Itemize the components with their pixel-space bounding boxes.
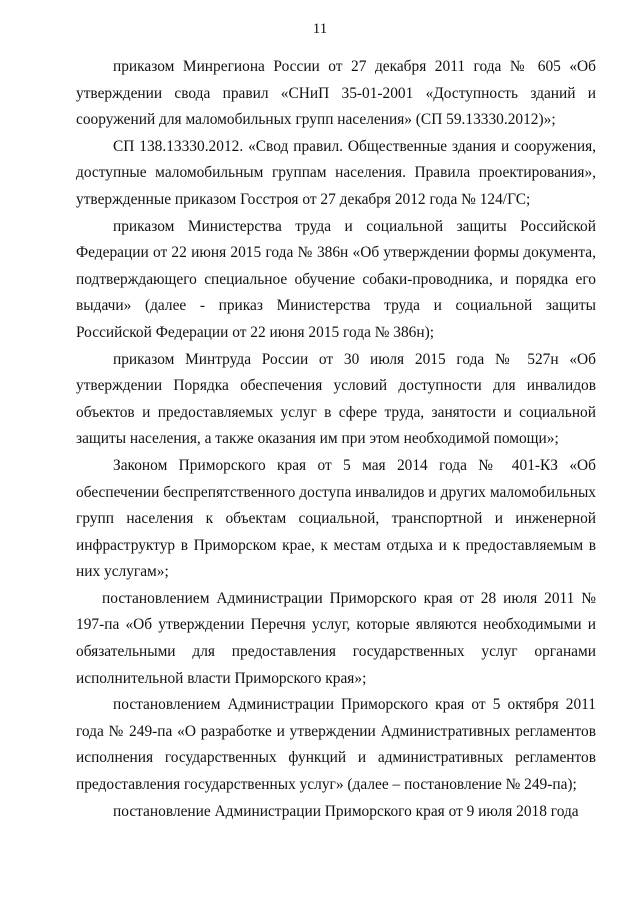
paragraph-resolution-197: постановлением Администрации Приморского края от 28 июля 2011 № 197-па «Об утверждении Перечня услуг, которые являются необходимыми и обязательными для предоставления государственных услуг органами исполнительной власти Приморского края»; <box>76 589 596 687</box>
document-body <box>76 54 596 825</box>
paragraph-sp-138: СП 138.13330.2012. «Свод правил. Общественные здания и сооружения, доступные маломобильным группам населения. Правила проектирования», утвержденные приказом Госстроя от 27 декабря 2012 года № 124/ГС; <box>76 137 596 208</box>
paragraph-resolution-2018: постановление Администрации Приморского края от 9 июля 2018 года <box>113 802 579 820</box>
paragraph-minregion-order: приказом Минрегиона России от 27 декабря 2011 года № 605 «Об утверждении свода правил «СНиП 35-01-2001 «Доступность зданий и сооружений для маломобильных групп населения» (СП 59.13330.2012)»; <box>76 58 596 129</box>
paragraph-primorsky-law-401: Законом Приморского края от 5 мая 2014 года № 401-КЗ «Об обеспечении беспрепятственного доступа инвалидов и других маломобильных групп населения к объектам социальной, транспортной и инженерной инфраструктур в Приморском крае, к местам отдыха и к предоставляемым в них услугам»; <box>76 456 596 581</box>
paragraph-mintrud-order-527n: приказом Минтруда России от 30 июля 2015 года № 527н «Об утверждении Порядка обеспечения условий доступности для инвалидов объектов и предоставляемых услуг в сфере труда, занятости и социальной защиты населения, а также оказания им при этом необходимой помощи»; <box>76 350 596 448</box>
paragraph-resolution-249: постановлением Администрации Приморского края от 5 октября 2011 года № 249-па «О разработке и утверждении Административных регламентов исполнения государственных функций и административных регламентов предоставления государственных услуг» (далее – постановление № 249-па); <box>76 696 596 794</box>
paragraph-mintrud-order-386n: приказом Министерства труда и социальной защиты Российской Федерации от 22 июня 2015 года № 386н «Об утверждении формы документа, подтверждающего специальное обучение собаки-проводника, и порядка его выдачи» (далее - приказ Министерства труда и социальной защиты Российской Федерации от 22 июня 2015 года № 386н); <box>76 217 596 341</box>
page-number: 11 <box>312 21 328 37</box>
